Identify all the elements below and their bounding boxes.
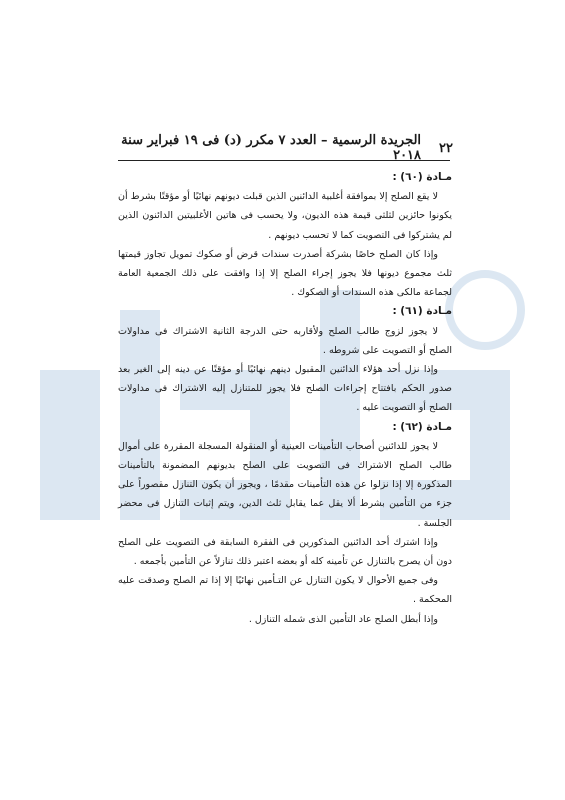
- article-title: مـادة (٦٠) :: [392, 171, 452, 183]
- article-title: مـادة (٦١) :: [392, 305, 452, 318]
- article-paragraph: لا يجوز للدائنين أصحاب التأمينات العينية أو المنقولة المسجلة المقررة على أموال طالب الصلح الاشتراك فى التصويت على الصلح بديونهم المضمونة بالتأمينات المذكورة إلا إذا نزلوا عن هذه التأمينات مقدمًا ، ويجوز أن يكون التنازل مقصوراً على جزء من التأمين بشرط ألا يقل عما يقابل ثلث الدين، ويتم إثبات التنازل فى محضر الجلسة .: [118, 440, 452, 529]
- article-title: مـادة (٦٢) :: [392, 420, 452, 433]
- article-paragraph: وإذا كان الصلح خاصًا بشركة أصدرت سندات قرض أو صكوك تمويل تجاوز قيمتها ثلث مجموع ديونها فلا يجوز إجراء الصلح إلا إذا وافقت على ذلك الجمعية العامة لجماعة مالكى هذه السندات أو الصكوك .: [118, 248, 452, 299]
- article-62: [118, 418, 452, 629]
- article-paragraph: وإذا أبطل الصلح عاد التأمين الذى شمله التنازل .: [248, 613, 438, 625]
- header-divider: [118, 160, 450, 161]
- article-paragraph: وإذا اشترك أحد الدائنين المذكورين فى الفقرة السابقة فى التصويت على الصلح دون أن يصرح بالتنازل عن تأمينه كله أو بعضه اعتبر ذلك تنازلاً عن التأمين بأجمعه .: [118, 536, 452, 568]
- article-paragraph: لا يجوز لزوج طالب الصلح ولأقاربه حتى الدرجة الثانية الاشتراك فى مداولات الصلح أو التصويت على شروطه .: [118, 325, 452, 356]
- article-60: [118, 168, 452, 302]
- document-body: [118, 168, 452, 629]
- article-paragraph: لا يقع الصلح إلا بموافقة أغلبية الدائنين الذين قبلت ديونهم نهائيًا أو مؤقتًا بشرط أن يكونوا حائزين لثلثى قيمة هذه الديون، ولا يحسب فى هاتين الأغلبيتين الدائنون الذين لم يشتركوا فى التصويت كما لا تحسب ديونهم .: [118, 191, 452, 241]
- gazette-title: الجريدة الرسمية – العدد ٧ مكرر (د) فى ١٩ فبراير سنة ٢٠١٨: [121, 133, 422, 163]
- article-paragraph: وإذا نزل أحد هؤلاء الدائنين المقبول دينهم نهائيًا أو مؤقتًا عن دينه إلى الغير بعد صدور الحكم بافتتاح إجراءات الصلح فلا يجوز للمتنازل إليه الاشتراك فى مداولات الصلح أو التصويت عليه .: [118, 364, 452, 414]
- page-header: [118, 133, 453, 163]
- article-61: [118, 302, 452, 417]
- page-number: ٢٢: [439, 140, 453, 156]
- article-paragraph: وفى جميع الأحوال لا يكون التنازل عن التـأمين نهائيًا إلا إذا تم الصلح وصدقت عليه المحكمة .: [118, 575, 452, 606]
